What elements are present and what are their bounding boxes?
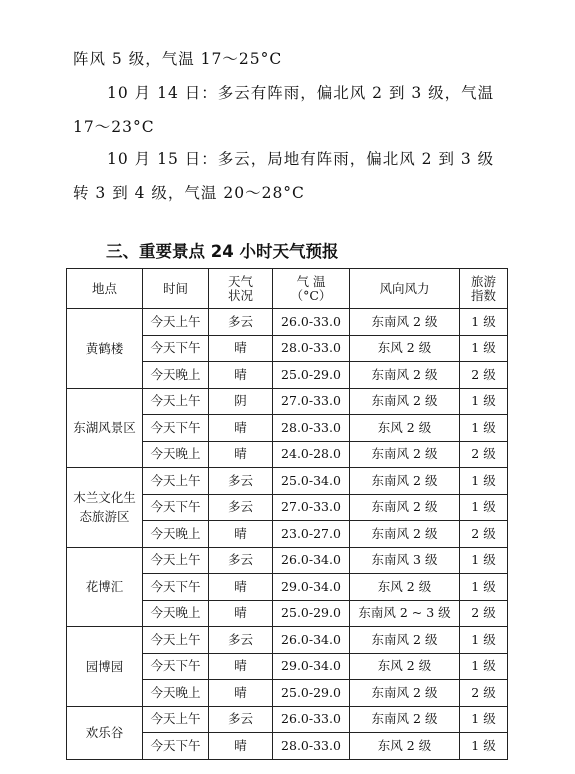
tourism-index-cell: 1 级: [460, 388, 508, 415]
temperature-cell: 25.0-29.0: [273, 600, 350, 627]
tourism-index-cell: 1 级: [460, 415, 508, 442]
tourism-index-cell: 1 级: [460, 547, 508, 574]
weather-cell: 多云: [209, 706, 273, 733]
time-cell: 今天上午: [143, 627, 209, 654]
site-name-cell: 黄鹤楼: [67, 309, 143, 389]
header-time: 时间: [143, 269, 209, 309]
table-body: [67, 309, 508, 760]
wind-cell: 东南风 2 级: [350, 362, 460, 389]
table-row: [67, 547, 508, 574]
site-name-cell: 园博园: [67, 627, 143, 707]
time-cell: 今天上午: [143, 468, 209, 495]
forecast-line-1: 阵风 5 级，气温 17～25°C: [73, 50, 283, 68]
temperature-cell: 28.0-33.0: [273, 415, 350, 442]
wind-cell: 东风 2 级: [350, 335, 460, 362]
time-cell: 今天下午: [143, 415, 209, 442]
tourism-index-cell: 1 级: [460, 335, 508, 362]
time-cell: 今天上午: [143, 547, 209, 574]
tourism-index-cell: 2 级: [460, 441, 508, 468]
time-cell: 今天上午: [143, 309, 209, 336]
tourism-index-cell: 2 级: [460, 680, 508, 707]
time-cell: 今天晚上: [143, 521, 209, 548]
wind-cell: 东南风 2 级: [350, 388, 460, 415]
temperature-cell: 23.0-27.0: [273, 521, 350, 548]
weather-cell: 晴: [209, 335, 273, 362]
wind-cell: 东南风 2 级: [350, 627, 460, 654]
table-row: [67, 627, 508, 654]
temperature-cell: 26.0-33.0: [273, 706, 350, 733]
weather-cell: 晴: [209, 574, 273, 601]
weather-cell: 多云: [209, 547, 273, 574]
wind-cell: 东南风 2 级: [350, 680, 460, 707]
weather-forecast-table: [66, 268, 508, 760]
weather-cell: 多云: [209, 468, 273, 495]
tourism-index-cell: 1 级: [460, 468, 508, 495]
wind-cell: 东南风 2 级: [350, 521, 460, 548]
wind-cell: 东南风 2 ~ 3 级: [350, 600, 460, 627]
wind-cell: 东风 2 级: [350, 574, 460, 601]
temperature-cell: 24.0-28.0: [273, 441, 350, 468]
forecast-line-2: 10 月 14 日：多云有阵雨，偏北风 2 到 3 级，气温: [107, 84, 495, 102]
header-wind: 风向风力: [350, 269, 460, 309]
weather-cell: 多云: [209, 494, 273, 521]
tourism-index-cell: 1 级: [460, 733, 508, 760]
time-cell: 今天上午: [143, 706, 209, 733]
time-cell: 今天晚上: [143, 441, 209, 468]
header-temperature: 气 温 （°C）: [273, 269, 350, 309]
wind-cell: 东风 2 级: [350, 733, 460, 760]
wind-cell: 东南风 2 级: [350, 706, 460, 733]
weather-cell: 晴: [209, 362, 273, 389]
temperature-cell: 26.0-34.0: [273, 547, 350, 574]
site-name-cell: 欢乐谷: [67, 706, 143, 759]
tourism-index-cell: 1 级: [460, 627, 508, 654]
time-cell: 今天下午: [143, 574, 209, 601]
temperature-cell: 28.0-33.0: [273, 335, 350, 362]
forecast-line-4: 10 月 15 日：多云，局地有阵雨，偏北风 2 到 3 级: [107, 150, 495, 168]
tourism-index-cell: 2 级: [460, 521, 508, 548]
temperature-cell: 26.0-34.0: [273, 627, 350, 654]
section-title: 三、重要景点 24 小时天气预报: [106, 242, 339, 261]
weather-cell: 晴: [209, 653, 273, 680]
weather-cell: 晴: [209, 521, 273, 548]
time-cell: 今天晚上: [143, 600, 209, 627]
temperature-cell: 25.0-29.0: [273, 680, 350, 707]
weather-cell: 晴: [209, 600, 273, 627]
wind-cell: 东南风 2 级: [350, 309, 460, 336]
time-cell: 今天上午: [143, 388, 209, 415]
site-name-cell: 木兰文化生 态旅游区: [67, 468, 143, 548]
temperature-cell: 29.0-34.0: [273, 574, 350, 601]
site-name-cell: 东湖风景区: [67, 388, 143, 468]
tourism-index-cell: 1 级: [460, 309, 508, 336]
tourism-index-cell: 1 级: [460, 653, 508, 680]
temperature-cell: 25.0-34.0: [273, 468, 350, 495]
weather-cell: 多云: [209, 309, 273, 336]
wind-cell: 东风 2 级: [350, 653, 460, 680]
temperature-cell: 27.0-33.0: [273, 494, 350, 521]
weather-cell: 晴: [209, 680, 273, 707]
temperature-cell: 26.0-33.0: [273, 309, 350, 336]
tourism-index-cell: 2 级: [460, 362, 508, 389]
temperature-cell: 29.0-34.0: [273, 653, 350, 680]
table-header-row: [67, 269, 508, 309]
wind-cell: 东南风 2 级: [350, 494, 460, 521]
weather-cell: 晴: [209, 733, 273, 760]
header-place: 地点: [67, 269, 143, 309]
table-row: [67, 468, 508, 495]
temperature-cell: 28.0-33.0: [273, 733, 350, 760]
weather-cell: 阴: [209, 388, 273, 415]
weather-cell: 多云: [209, 627, 273, 654]
temperature-cell: 25.0-29.0: [273, 362, 350, 389]
header-weather: 天气 状况: [209, 269, 273, 309]
time-cell: 今天晚上: [143, 680, 209, 707]
temperature-cell: 27.0-33.0: [273, 388, 350, 415]
wind-cell: 东风 2 级: [350, 415, 460, 442]
time-cell: 今天下午: [143, 653, 209, 680]
tourism-index-cell: 1 级: [460, 574, 508, 601]
forecast-line-3: 17～23°C: [73, 118, 155, 136]
wind-cell: 东南风 2 级: [350, 468, 460, 495]
time-cell: 今天晚上: [143, 362, 209, 389]
table-row: [67, 309, 508, 336]
weather-cell: 晴: [209, 415, 273, 442]
time-cell: 今天下午: [143, 733, 209, 760]
wind-cell: 东南风 3 级: [350, 547, 460, 574]
time-cell: 今天下午: [143, 494, 209, 521]
site-name-cell: 花博汇: [67, 547, 143, 627]
tourism-index-cell: 1 级: [460, 494, 508, 521]
weather-cell: 晴: [209, 441, 273, 468]
header-tourism-index: 旅游 指数: [460, 269, 508, 309]
tourism-index-cell: 1 级: [460, 706, 508, 733]
tourism-index-cell: 2 级: [460, 600, 508, 627]
wind-cell: 东南风 2 级: [350, 441, 460, 468]
time-cell: 今天下午: [143, 335, 209, 362]
table-row: [67, 388, 508, 415]
table-row: [67, 706, 508, 733]
forecast-line-5: 转 3 到 4 级，气温 20～28°C: [73, 184, 305, 202]
